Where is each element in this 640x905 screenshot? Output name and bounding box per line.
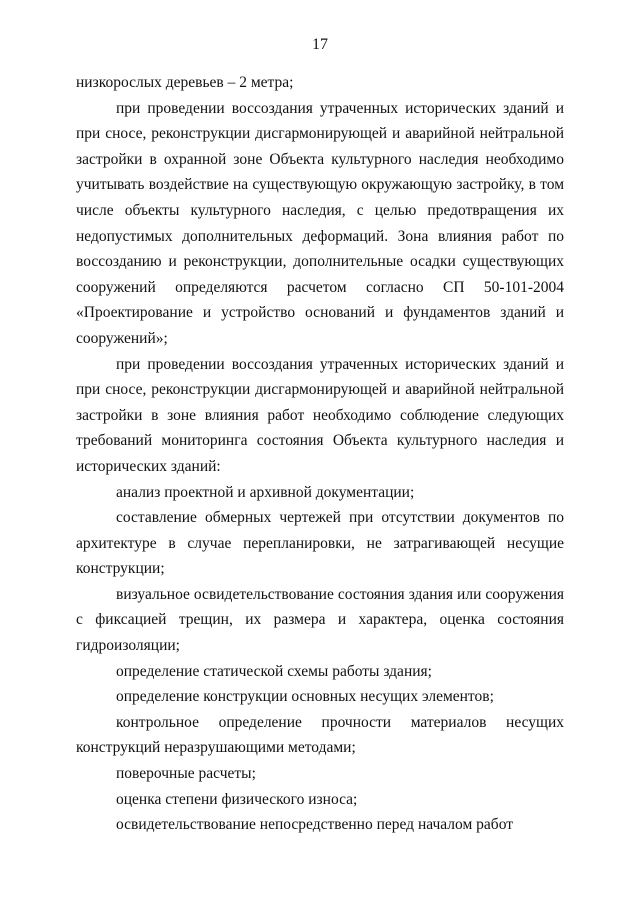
list-item-document-analysis: анализ проектной и архивной документации; [116, 483, 415, 501]
list-item-strength-testing: контрольное определение прочности материалов несущих конструкций неразрушающими методами; [76, 713, 564, 757]
list-item-static-scheme: определение статической схемы работы здания; [116, 662, 432, 680]
paragraph-monitoring-requirements: при проведении воссоздания утраченных исторических зданий и при сносе, реконструкции дисгармонирующей и аварийной нейтральной застройки в зоне влияния работ необходимо соблюдение следующих требований мониторинга состояния Объекта культурного наследия и исторических зданий: [76, 355, 564, 475]
list-item-verification-calculations: поверочные расчеты; [116, 765, 256, 783]
list-item-load-bearing-elements: определение конструкции основных несущих элементов; [116, 688, 494, 706]
list-item-visual-inspection: визуальное освидетельствование состояния здания или сооружения с фиксацией трещин, их размера и характера, оценка состояния гидроизоляции; [76, 585, 564, 655]
list-item-wear-assessment: оценка степени физического износа; [116, 790, 358, 808]
page-number: 17 [312, 36, 328, 53]
list-item-pre-work-inspection: освидетельствование непосредственно перед началом работ [116, 816, 514, 834]
body-text [76, 70, 564, 838]
paragraph-continuation: низкорослых деревьев – 2 метра; [76, 74, 294, 91]
paragraph-reconstruction-protection-zone: при проведении воссоздания утраченных исторических зданий и при сносе, реконструкции дисгармонирующей и аварийной нейтральной застройки в охранной зоне Объекта культурного наследия необходимо учитывать воздействие на существующую окружающую застройку, в том числе объекты культурного наследия, с целью предотвращения их недопустимых дополнительных деформаций. Зона влияния работ по воссозданию и реконструкции, дополнительные осадки существующих сооружений определяются расчетом согласно СП 50-101-2004 «Проектирование и устройство оснований и фундаментов зданий и сооружений»; [76, 99, 564, 347]
list-item-measurement-drawings: составление обмерных чертежей при отсутствии документов по архитектуре в случае перепланировки, не затрагивающей несущие конструкции; [76, 509, 564, 578]
